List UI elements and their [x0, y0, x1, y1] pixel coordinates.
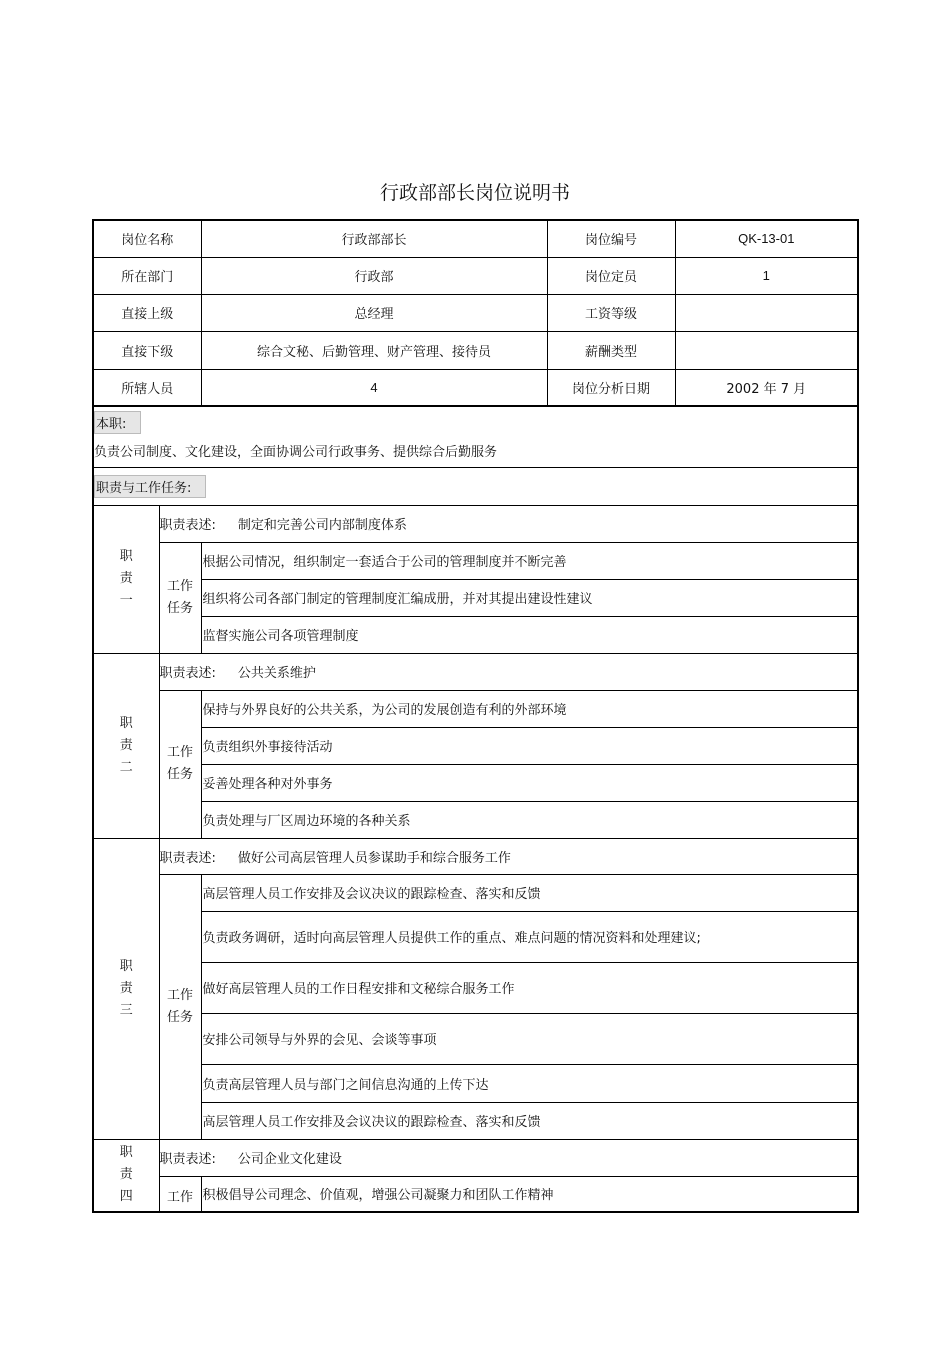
duty-label: 本职:	[94, 411, 141, 434]
name-value: 行政部部长	[201, 220, 547, 257]
table-row	[93, 1064, 858, 1102]
r1-desc: 职责表述: 制定和完善公司内部制度体系	[159, 505, 858, 542]
table-row	[93, 801, 858, 838]
r1-task-label: 工作 任务	[159, 542, 201, 653]
header-row-subordinate	[93, 331, 858, 369]
r1-desc-row	[93, 505, 858, 542]
grade-value	[675, 294, 858, 331]
r1-task-3: 监督实施公司各项管理制度	[201, 616, 858, 653]
table-row	[93, 542, 858, 579]
pay-label: 薪酬类型	[547, 331, 675, 369]
header-row-dept	[93, 257, 858, 294]
table-row	[93, 579, 858, 616]
table-row	[93, 1102, 858, 1139]
r3-task-5: 负责高层管理人员与部门之间信息沟通的上传下达	[201, 1064, 858, 1102]
table-row	[93, 874, 858, 911]
name-label: 岗位名称	[93, 220, 201, 257]
r3-task-4: 安排公司领导与外界的会见、会谈等事项	[201, 1013, 858, 1064]
staff-value: 4	[201, 369, 547, 406]
table-row	[93, 1176, 858, 1212]
r2-task-2: 负责组织外事接待活动	[201, 727, 858, 764]
r3-task-label: 工作 任务	[159, 874, 201, 1139]
subordinate-label: 直接下级	[93, 331, 201, 369]
r3-desc: 职责表述: 做好公司高层管理人员参谋助手和综合服务工作	[159, 838, 858, 874]
r3-task-2: 负责政务调研，适时向高层管理人员提供工作的重点、难点问题的情况资料和处理建议;	[201, 911, 858, 962]
r3-task-3: 做好高层管理人员的工作日程安排和文秘综合服务工作	[201, 962, 858, 1013]
r3-task-6: 高层管理人员工作安排及会议决议的跟踪检查、落实和反馈	[201, 1102, 858, 1139]
r2-desc-row	[93, 653, 858, 690]
responsibilities-label: 职责与工作任务:	[94, 475, 206, 498]
duty-text: 负责公司制度、文化建设，全面协调公司行政事务、提供综合后勤服务	[94, 445, 498, 460]
r1-label: 职 责 一	[93, 505, 159, 653]
r4-desc-row	[93, 1139, 858, 1176]
r2-task-label: 工作 任务	[159, 690, 201, 838]
r2-task-3: 妥善处理各种对外事务	[201, 764, 858, 801]
date-label: 岗位分析日期	[547, 369, 675, 406]
superior-value: 总经理	[201, 294, 547, 331]
r4-desc: 职责表述: 公司企业文化建设	[159, 1139, 858, 1176]
table-row	[93, 962, 858, 1013]
r1-task-2: 组织将公司各部门制定的管理制度汇编成册，并对其提出建设性建议	[201, 579, 858, 616]
r2-task-4: 负责处理与厂区周边环境的各种关系	[201, 801, 858, 838]
responsibilities-header-row	[93, 467, 858, 505]
code-value: QK-13-01	[675, 220, 858, 257]
table-row	[93, 764, 858, 801]
r1-task-1: 根据公司情况，组织制定一套适合于公司的管理制度并不断完善	[201, 542, 858, 579]
r4-task-1: 积极倡导公司理念、价值观，增强公司凝聚力和团队工作精神	[201, 1176, 858, 1212]
duty-row	[93, 406, 858, 467]
quota-value: 1	[675, 257, 858, 294]
header-row-staff	[93, 369, 858, 406]
code-label: 岗位编号	[547, 220, 675, 257]
header-row-name	[93, 220, 858, 257]
document-title: 行政部部长岗位说明书	[379, 182, 570, 204]
dept-label: 所在部门	[93, 257, 201, 294]
table-row	[93, 727, 858, 764]
r2-label: 职 责 二	[93, 653, 159, 838]
table-row	[93, 911, 858, 962]
r4-task-label: 工作	[159, 1176, 201, 1212]
r2-desc: 职责表述: 公共关系维护	[159, 653, 858, 690]
header-row-superior	[93, 294, 858, 331]
table-row	[93, 1013, 858, 1064]
table-row	[93, 690, 858, 727]
date-value: 2002 年 7 月	[675, 369, 858, 406]
grade-label: 工资等级	[547, 294, 675, 331]
r4-label: 职 责 四	[93, 1139, 159, 1212]
job-description-table	[92, 219, 859, 1213]
staff-label: 所辖人员	[93, 369, 201, 406]
pay-value	[675, 331, 858, 369]
r3-desc-row	[93, 838, 858, 874]
table-row	[93, 616, 858, 653]
superior-label: 直接上级	[93, 294, 201, 331]
quota-label: 岗位定员	[547, 257, 675, 294]
dept-value: 行政部	[201, 257, 547, 294]
r2-task-1: 保持与外界良好的公共关系，为公司的发展创造有利的外部环境	[201, 690, 858, 727]
subordinate-value: 综合文秘、后勤管理、财产管理、接待员	[201, 331, 547, 369]
r3-label: 职 责 三	[93, 838, 159, 1139]
r3-task-1: 高层管理人员工作安排及会议决议的跟踪检查、落实和反馈	[201, 874, 858, 911]
